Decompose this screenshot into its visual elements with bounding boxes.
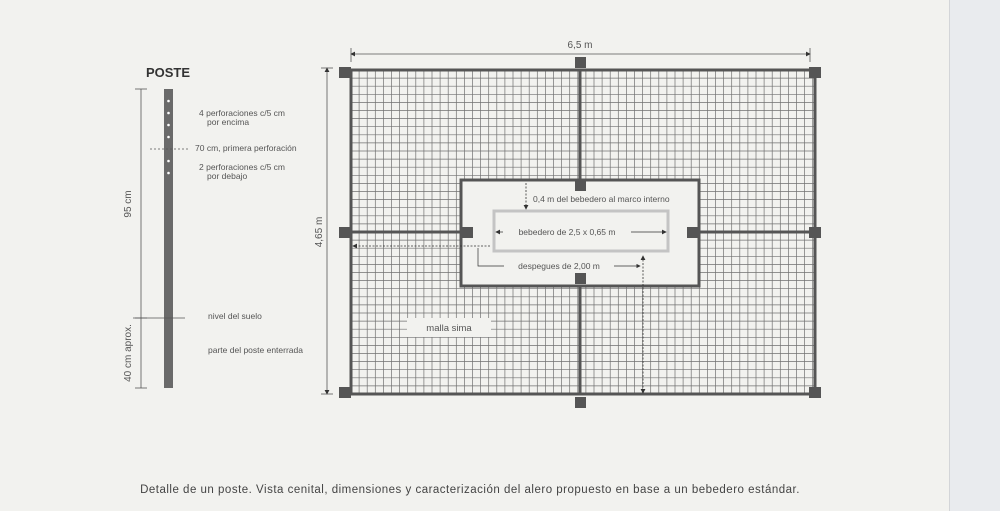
note-above-2: por encima [207, 117, 250, 127]
note-below-2: por debajo [207, 171, 248, 181]
inner-gap-label: 0,4 m del bebedero al marco interno [533, 194, 670, 204]
mesh-label: malla sima [426, 323, 472, 334]
post-lower-dimension-label: 40 cm aprox. [123, 324, 134, 382]
note-above-1: 4 perforaciones c/5 cm [199, 108, 285, 118]
post-upper-dimension-label: 95 cm [123, 190, 134, 218]
note-ground-level: nivel del suelo [208, 311, 262, 321]
note-below-1: 2 perforaciones c/5 cm [199, 162, 285, 172]
note-first-hole: 70 cm, primera perforación [195, 143, 297, 153]
clearance-label: despegues de 2,00 m [518, 261, 600, 271]
plan-view [314, 40, 821, 408]
caption: Detalle de un poste. Vista cenital, dimensiones y caracterización del alero propuesto en base a un bebedero estándar. [140, 484, 800, 496]
note-buried-part: parte del poste enterrada [208, 345, 303, 355]
height-label: 4,65 m [314, 216, 325, 248]
right-sidebar [949, 0, 1000, 511]
post-title: POSTE [145, 65, 191, 80]
trough-label: bebedero de 2,5 x 0,65 m [518, 227, 616, 237]
post-detail [123, 65, 303, 388]
post-body [164, 89, 173, 388]
width-label: 6,5 m [567, 40, 593, 51]
